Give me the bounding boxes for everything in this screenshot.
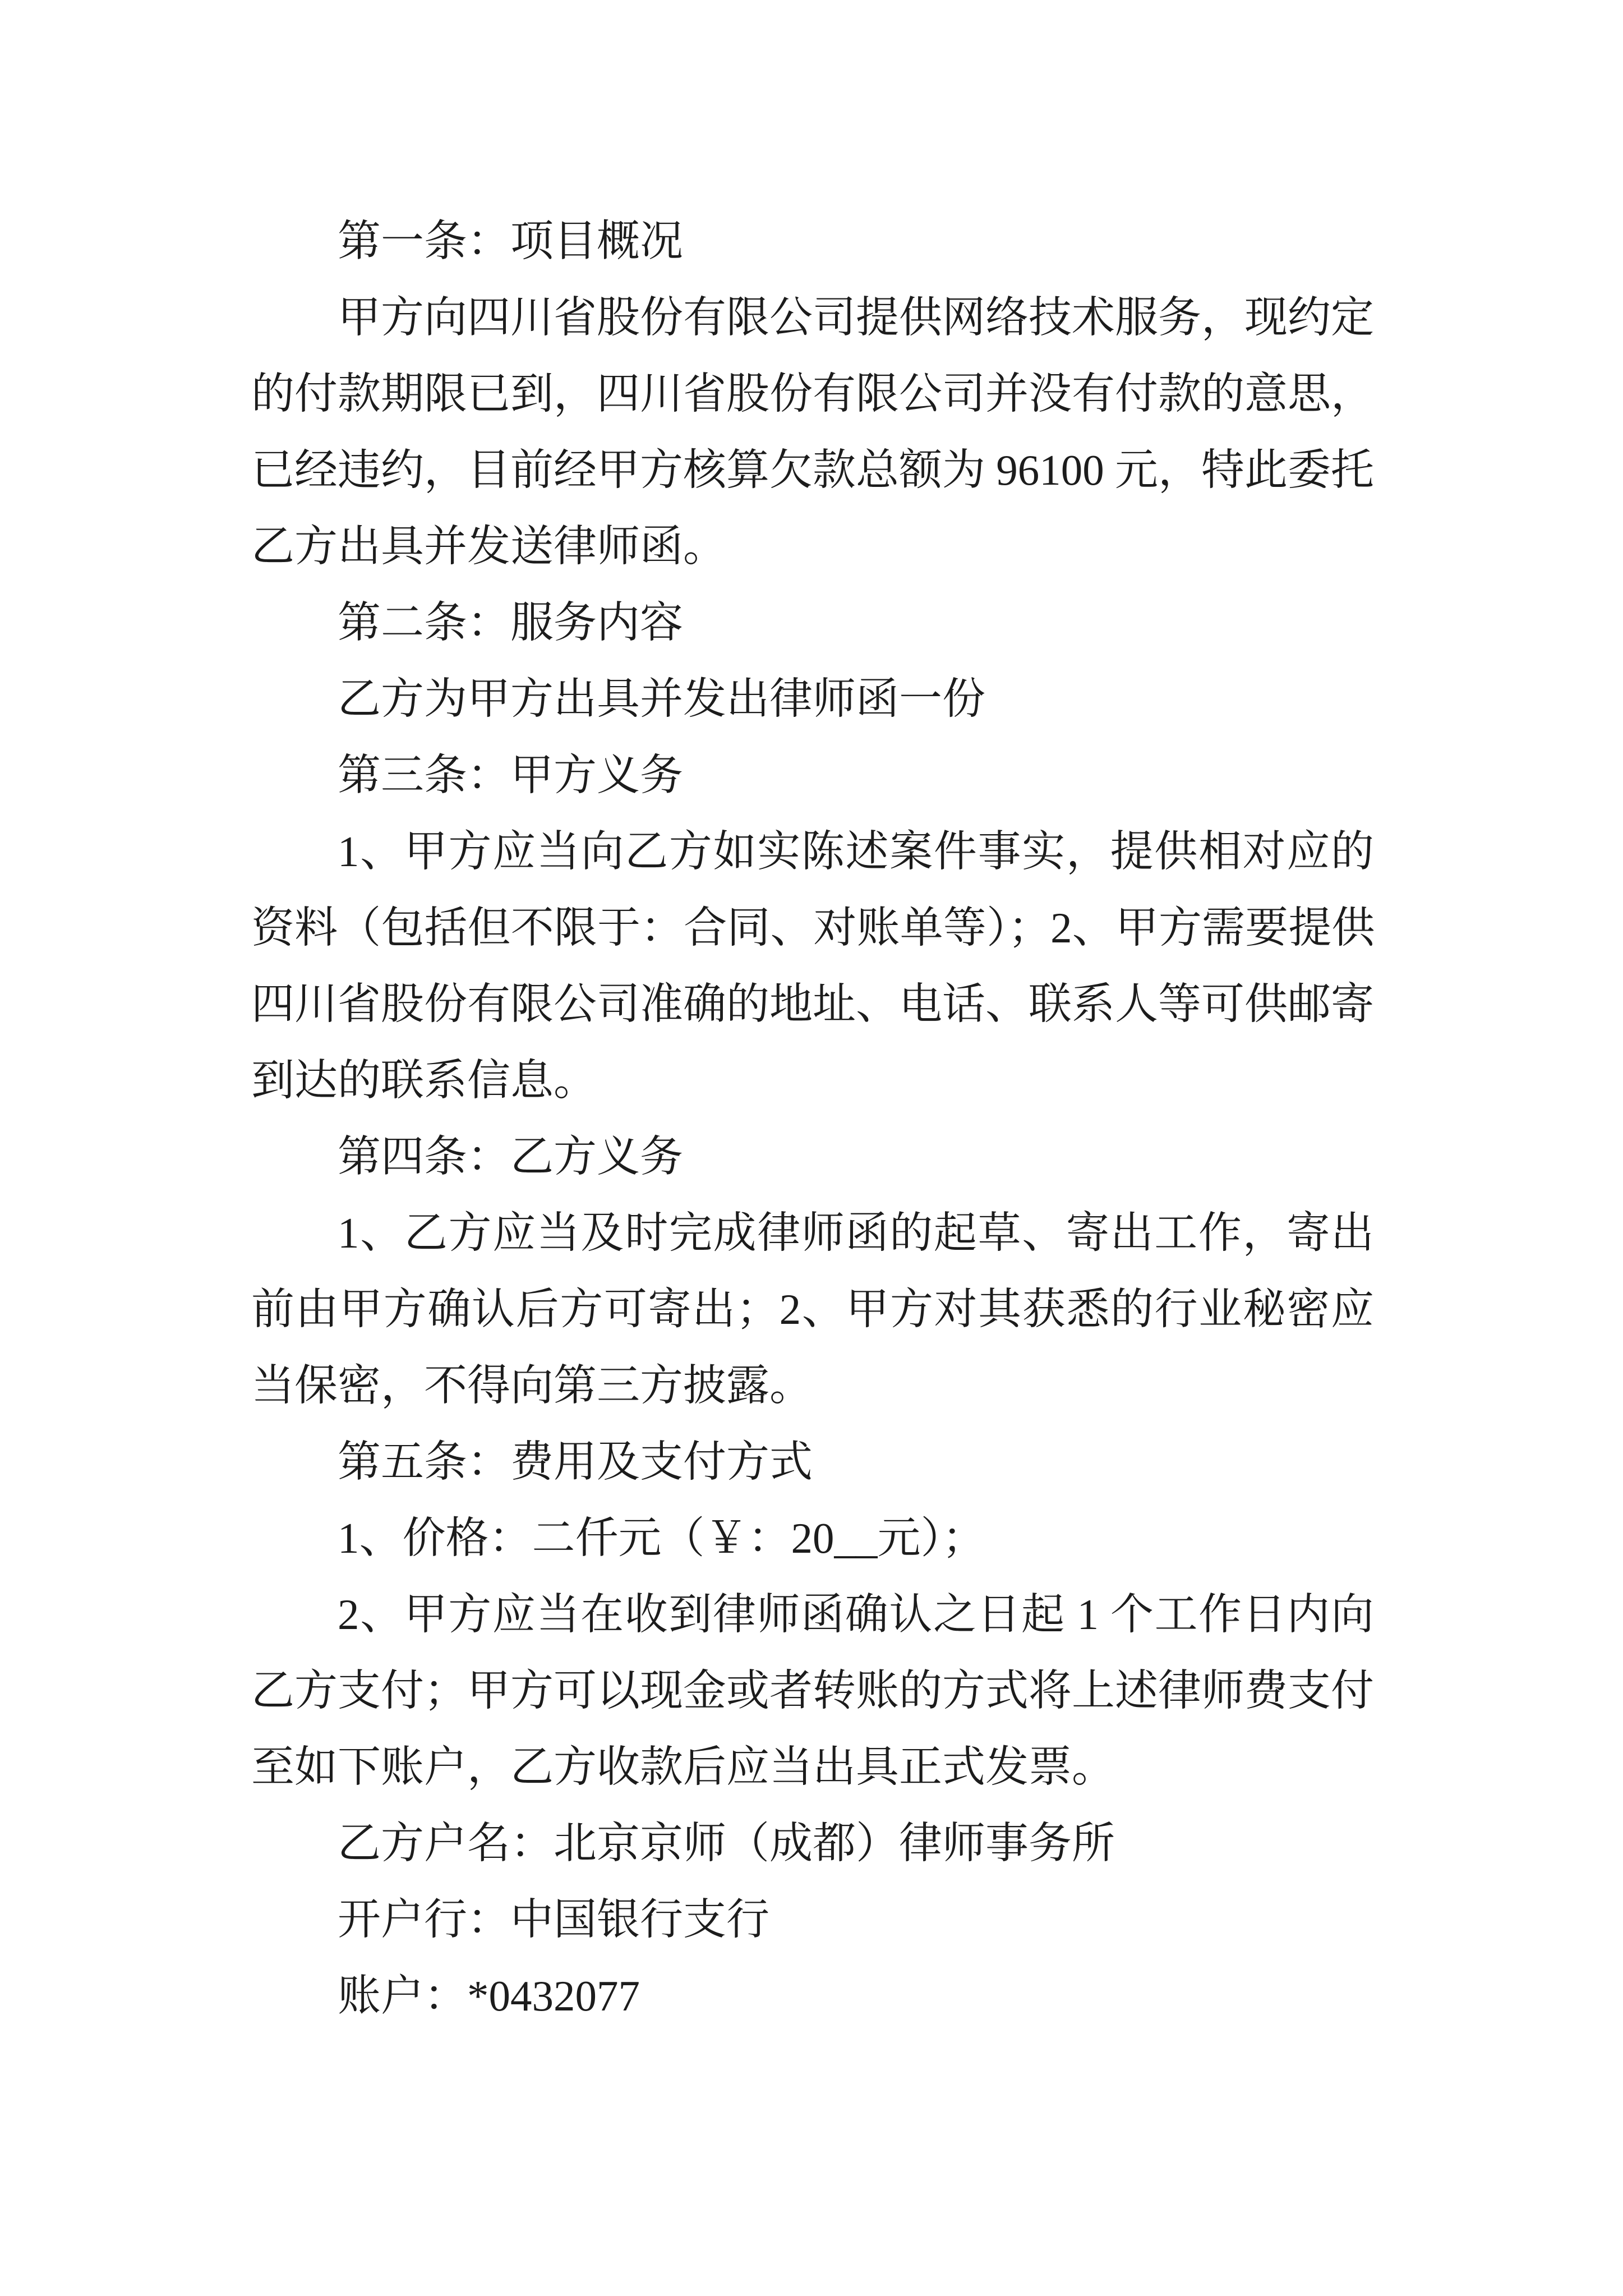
paragraph-line: 乙方出具并发送律师函。 xyxy=(251,522,726,570)
article-title: 第一条：项目概况 xyxy=(338,217,683,265)
article-1 xyxy=(251,203,1374,585)
paragraph-line: 乙方支付；甲方可以现金或者转账的方式将上述律师费支付 xyxy=(251,1667,1374,1715)
paragraph xyxy=(251,1195,1374,1424)
paragraph-line: 1、甲方应当向乙方如实陈述案件事实，提供相对应的 xyxy=(338,827,1374,876)
paragraph xyxy=(251,1500,1374,1576)
paragraph-line: 当保密，不得向第三方披露。 xyxy=(251,1361,813,1410)
account-name: 乙方户名：北京京师（成都）律师事务所 xyxy=(338,1819,1115,1867)
article-title: 第二条：服务内容 xyxy=(338,599,683,647)
paragraph-line: 乙方为甲方出具并发出律师函一份 xyxy=(338,675,985,723)
paragraph-line: 1、价格：二仟元（￥：20__元）； xyxy=(338,1514,985,1562)
document-body xyxy=(251,203,1374,2034)
paragraph-line: 前由甲方确认后方可寄出；2、甲方对其获悉的行业秘密应 xyxy=(251,1285,1374,1333)
article-title: 第五条：费用及支付方式 xyxy=(338,1438,813,1486)
paragraph-line: 到达的联系信息。 xyxy=(251,1056,597,1105)
paragraph-line: 甲方向四川省股份有限公司提供网络技术服务，现约定 xyxy=(338,293,1374,342)
paragraph-line: 至如下账户，乙方收款后应当出具正式发票。 xyxy=(251,1743,1115,1791)
account-bank: 开户行：中国银行支行 xyxy=(338,1895,769,1944)
article-title: 第三条：甲方义务 xyxy=(338,751,683,799)
bank-account-info xyxy=(251,1805,1374,2034)
article-3 xyxy=(251,737,1374,1119)
paragraph xyxy=(251,661,1374,737)
paragraph xyxy=(251,279,1374,585)
paragraph-line: 的付款期限已到，四川省股份有限公司并没有付款的意思， xyxy=(251,370,1374,418)
article-2 xyxy=(251,585,1374,737)
article-title: 第四条：乙方义务 xyxy=(338,1133,683,1181)
paragraph-line: 已经违约，目前经甲方核算欠款总额为 96100 元，特此委托 xyxy=(251,446,1374,494)
paragraph-line: 1、乙方应当及时完成律师函的起草、寄出工作，寄出 xyxy=(338,1209,1374,1257)
paragraph xyxy=(251,813,1374,1119)
paragraph-line: 2、甲方应当在收到律师函确认之日起 1 个工作日内向 xyxy=(338,1590,1374,1639)
paragraph xyxy=(251,1576,1374,1805)
paragraph-line: 四川省股份有限公司准确的地址、电话、联系人等可供邮寄 xyxy=(251,980,1374,1028)
paragraph-line: 资料（包括但不限于：合同、对账单等）；2、甲方需要提供 xyxy=(251,904,1374,952)
article-5 xyxy=(251,1424,1374,1805)
article-4 xyxy=(251,1119,1374,1424)
account-number: 账户：*0432077 xyxy=(338,1972,640,2020)
